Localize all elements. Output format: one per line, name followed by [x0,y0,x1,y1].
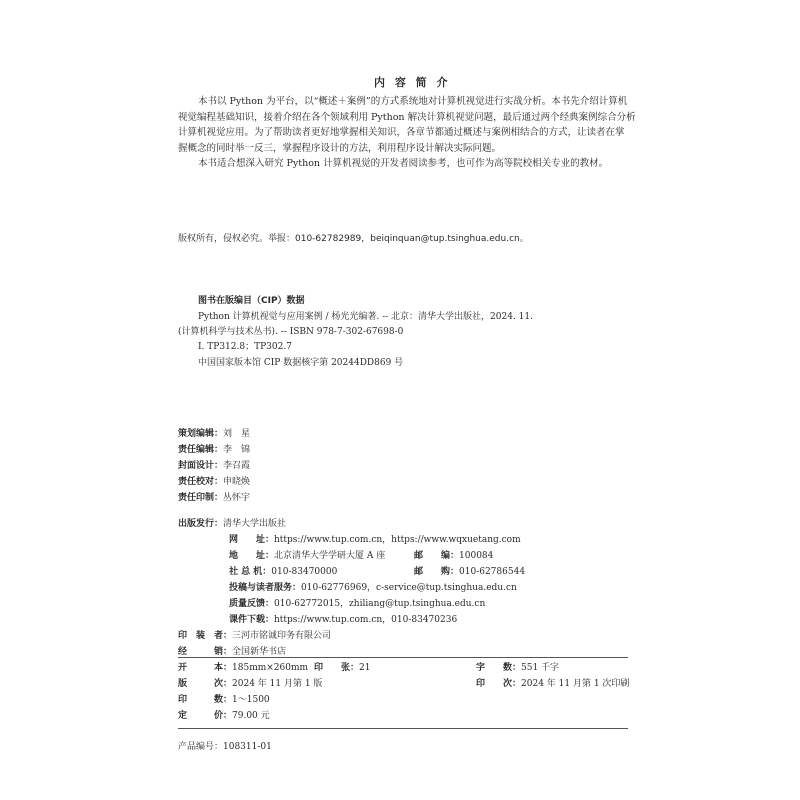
product-number: 产品编号：108311-01 [178,742,272,752]
editor-label: 责任印制： [178,493,224,503]
website-value: https://www.tup.com.cn，https://www.wqxuetang.com [274,535,521,545]
editor-label: 责任校对： [178,477,224,487]
publisher-label: 出版发行： [178,519,224,529]
download-row [229,612,457,625]
contribute-value: 010-62776969，c-service@tup.tsinghua.edu.cn [301,583,517,593]
switchboard-value: 010-83470000 [271,567,338,577]
summary-para2: 本书适合想深入研究 Python 计算机视觉的开发者阅读参考，也可作为高等院校相关专业的教材。 [198,158,609,169]
distributor-value: 全国新华书店 [232,647,287,657]
editor-label: 封面设计： [178,461,224,471]
cip-line: Ⅰ. TP312.8；TP302.7 [198,342,292,352]
cip-line: Python 计算机视觉与应用案例 / 杨光光编著. -- 北京：清华大学出版社，2024. 11. [198,312,533,322]
publisher-row [178,516,286,529]
edition-value: 2024 年 11 月第 1 版 [232,679,323,689]
price-value: 79.00 元 [232,711,270,721]
contribute-label: 投稿与读者服务： [229,583,302,593]
mailorder-value: 010-62786544 [459,567,526,577]
summary-line: 视觉编程基础知识，接着介绍在各个领域利用 Python 解决计算机视觉问题，最后通过两个经典案例综合分析 [178,111,636,123]
switchboard-label: 社 总 机： [229,567,272,577]
quality-value: 010-62772015，zhiliang@tup.tsinghua.edu.cn [274,599,486,609]
editor-value: 申晓焕 [223,477,251,487]
summary-title: 内 容 简 介 [374,76,451,89]
printing-row [476,676,629,689]
download-value: https://www.tup.com.cn，010-83470236 [274,615,458,625]
editor-value: 李 锦 [223,445,251,455]
address-value: 北京清华大学学研大厦 A 座 [274,551,386,561]
postcode-row [414,548,493,561]
printer-row [178,628,331,641]
summary-line: 计算机视觉应用。为了帮助读者更好地掌握相关知识，各章节都通过概述与案例相结合的方式，让读者在掌 [178,127,625,138]
printing-label: 印 次： [476,679,522,689]
editor-value: 刘 星 [223,429,251,439]
editor-row [178,474,250,487]
format-row [178,660,308,673]
postcode-value: 100084 [459,551,494,561]
format-label: 开 本： [178,663,233,673]
publisher-name: 清华大学出版社 [223,519,287,529]
price-label: 定 价： [178,711,233,721]
editor-row [178,490,250,503]
website-row [229,532,521,545]
words-value: 551 千字 [521,663,560,673]
sheets-value: 21 [359,663,371,673]
postcode-label: 邮 编： [414,551,460,561]
editor-value: 李召霞 [223,461,251,471]
divider-top [178,657,628,658]
contribute-row [229,580,517,593]
printer-value: 三河市铭诚印务有限公司 [232,631,332,641]
summary-line: 本书以 Python 为平台，以“概述＋案例”的方式系统地对计算机视觉进行实战分析。本书先介绍计算机 [198,96,628,107]
address-label: 地 址： [229,551,275,561]
distributor-label: 经 销： [178,647,233,657]
divider-bottom [178,728,628,729]
words-label: 字 数： [476,663,522,673]
summary-line: 握概念的同时举一反三，掌握程序设计的方法，利用程序设计解决实际问题。 [178,142,502,154]
cip-line: (计算机科学与技术丛书). -- ISBN 978-7-302-67698-0 [178,327,404,337]
editor-row [178,426,250,439]
printing-value: 2024 年 11 月第 1 次印刷 [521,679,630,689]
words-row [476,660,559,673]
distributor-row [178,644,286,657]
print-run-row [178,692,270,705]
mailorder-row [414,564,525,577]
print-run-value: 1～1500 [232,695,270,705]
switchboard-row [229,564,337,577]
price-row [178,708,270,721]
website-label: 网 址： [229,535,275,545]
quality-label: 质量反馈： [229,599,275,609]
cip-heading: 图书在版编目（CIP）数据 [198,296,305,306]
print-run-label: 印 数： [178,695,233,705]
format-value: 185mm×260mm [232,663,309,673]
editor-value: 丛怀宇 [223,493,251,503]
edition-row [178,676,322,689]
edition-label: 版 次： [178,679,233,689]
sheets-label: 印 张： [314,663,360,673]
editor-label: 责任编辑： [178,445,224,455]
printer-label: 印 装 者： [178,631,233,641]
editor-row [178,442,250,455]
editor-row [178,458,250,471]
editor-label: 策划编辑： [178,429,224,439]
cip-line: 中国国家版本馆 CIP 数据核字第 20244DD869 号 [198,358,404,368]
download-label: 课件下载： [229,615,275,625]
copyright-notice: 版权所有，侵权必究。举报：010-62782989，beiqinquan@tup.tsinghua.edu.cn。 [178,234,529,244]
mailorder-label: 邮 购： [414,567,460,577]
sheets-row [314,660,370,673]
quality-row [229,596,485,609]
address-row [229,548,385,561]
